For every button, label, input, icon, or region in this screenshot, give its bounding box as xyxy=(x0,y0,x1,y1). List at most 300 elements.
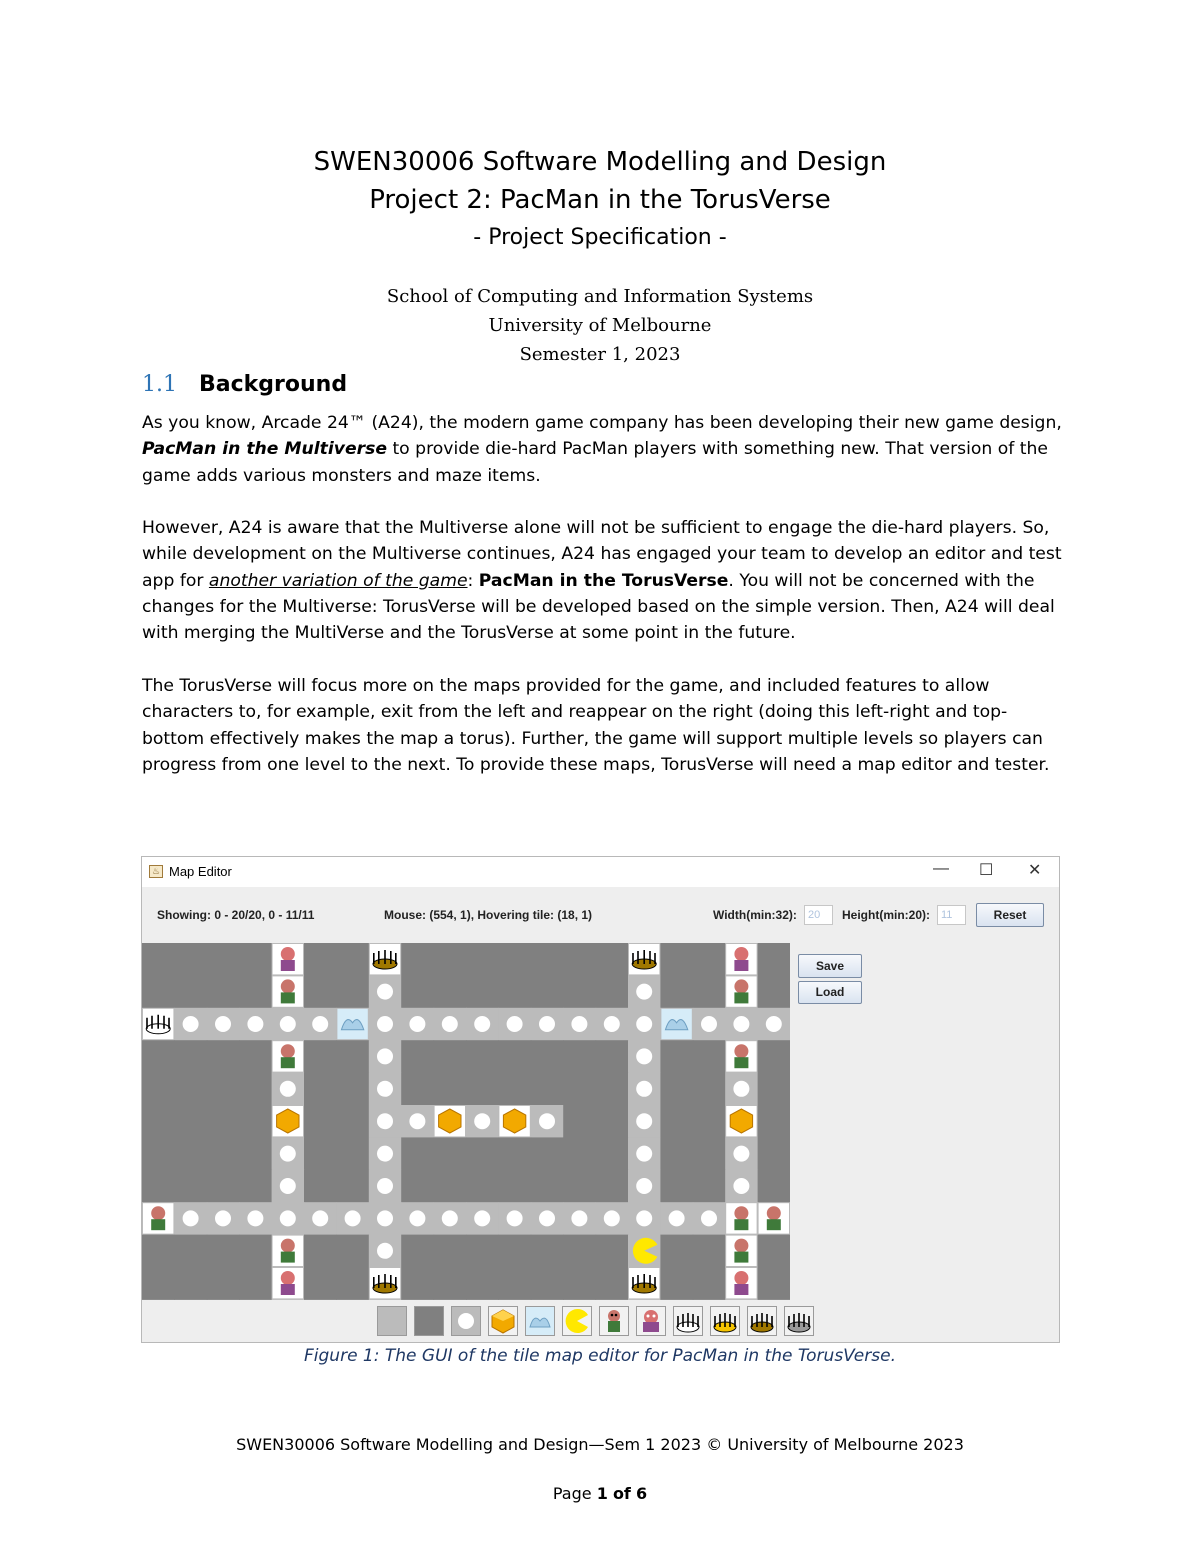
map-tile[interactable] xyxy=(725,1073,758,1106)
map-tile[interactable] xyxy=(272,1235,305,1268)
tile-bg xyxy=(336,1040,369,1073)
map-tile[interactable] xyxy=(531,1105,564,1138)
tile-bg xyxy=(531,943,564,976)
map-tile[interactable] xyxy=(336,943,369,976)
map-tile[interactable] xyxy=(434,1137,467,1170)
map-tile[interactable] xyxy=(693,1170,726,1203)
pill-icon xyxy=(539,1113,555,1129)
palette-wall[interactable] xyxy=(414,1306,444,1336)
tile-bg xyxy=(596,1267,629,1300)
map-tile[interactable] xyxy=(207,1202,240,1235)
map-tile[interactable] xyxy=(272,1267,305,1300)
tile-bg xyxy=(304,1267,337,1300)
map-tile[interactable] xyxy=(401,975,434,1008)
map-tile[interactable] xyxy=(758,1267,790,1300)
map-tile[interactable] xyxy=(466,1235,499,1268)
map-tile[interactable] xyxy=(693,1073,726,1106)
map-tile[interactable] xyxy=(207,1267,240,1300)
map-tile[interactable] xyxy=(660,1202,693,1235)
map-tile[interactable] xyxy=(272,1137,305,1170)
map-tile[interactable] xyxy=(174,1235,207,1268)
map-tile[interactable] xyxy=(563,1105,596,1138)
map-tile[interactable] xyxy=(369,1170,402,1203)
map-tile[interactable] xyxy=(596,1137,629,1170)
map-tile[interactable] xyxy=(758,1170,790,1203)
map-tile[interactable] xyxy=(596,1073,629,1106)
map-tile[interactable] xyxy=(466,1008,499,1041)
map-tile[interactable] xyxy=(628,1105,661,1138)
map-tile[interactable] xyxy=(239,1170,272,1203)
height-input[interactable]: 11 xyxy=(937,905,966,925)
map-tile[interactable] xyxy=(401,1235,434,1268)
tile-bg xyxy=(466,975,499,1008)
map-tile[interactable] xyxy=(174,1040,207,1073)
map-tile[interactable] xyxy=(336,1040,369,1073)
map-tile[interactable] xyxy=(369,1008,402,1041)
map-tile[interactable] xyxy=(401,1170,434,1203)
map-tile[interactable] xyxy=(304,1105,337,1138)
map-tile[interactable] xyxy=(531,975,564,1008)
map-tile[interactable] xyxy=(563,1040,596,1073)
map-tile[interactable] xyxy=(239,975,272,1008)
map-tile[interactable] xyxy=(531,1137,564,1170)
pill-icon xyxy=(604,1016,620,1032)
map-tile[interactable] xyxy=(207,1170,240,1203)
tx5-icon xyxy=(734,947,748,961)
map-tile[interactable] xyxy=(466,1105,499,1138)
map-tile[interactable] xyxy=(142,1170,175,1203)
map-tile[interactable] xyxy=(369,975,402,1008)
map-tile[interactable] xyxy=(693,1267,726,1300)
map-tile[interactable] xyxy=(239,1235,272,1268)
map-tile[interactable] xyxy=(174,1267,207,1300)
tile-bg xyxy=(693,1040,726,1073)
map-tile[interactable] xyxy=(272,943,305,976)
map-tile[interactable] xyxy=(142,975,175,1008)
map-tile[interactable] xyxy=(498,1040,531,1073)
map-tile[interactable] xyxy=(725,1137,758,1170)
map-tile[interactable] xyxy=(239,1267,272,1300)
pill-icon xyxy=(280,1210,296,1226)
tile-bg xyxy=(758,1105,790,1138)
load-button[interactable]: Load xyxy=(798,981,862,1004)
map-tile[interactable] xyxy=(693,1137,726,1170)
width-label: Width(min:32): xyxy=(713,908,797,922)
map-tile[interactable] xyxy=(207,1073,240,1106)
map-tile[interactable] xyxy=(596,1267,629,1300)
tile-bg xyxy=(207,1170,240,1203)
map-tile[interactable] xyxy=(466,1073,499,1106)
map-tile[interactable] xyxy=(369,1105,402,1138)
map-tile[interactable] xyxy=(369,1202,402,1235)
map-tile[interactable] xyxy=(434,1170,467,1203)
map-tile[interactable] xyxy=(596,1235,629,1268)
tile-bg xyxy=(466,943,499,976)
map-tile[interactable] xyxy=(660,1137,693,1170)
map-tile[interactable] xyxy=(174,1202,207,1235)
map-tile[interactable] xyxy=(498,1008,531,1041)
map-tile[interactable] xyxy=(498,943,531,976)
palette-portal-dark-gray-icon[interactable] xyxy=(784,1306,814,1336)
map-tile[interactable] xyxy=(498,1202,531,1235)
map-tile[interactable] xyxy=(693,1105,726,1138)
pill-icon xyxy=(571,1210,587,1226)
map-tile[interactable] xyxy=(596,1202,629,1235)
map-tile[interactable] xyxy=(725,975,758,1008)
map-tile[interactable] xyxy=(272,1040,305,1073)
map-tile[interactable] xyxy=(498,1235,531,1268)
map-tile[interactable] xyxy=(401,1267,434,1300)
map-tile[interactable] xyxy=(336,975,369,1008)
map-tile[interactable] xyxy=(466,1170,499,1203)
map-tile[interactable] xyxy=(142,1008,175,1041)
map-tile[interactable] xyxy=(563,975,596,1008)
map-tile[interactable] xyxy=(466,943,499,976)
map-tile[interactable] xyxy=(725,1105,758,1138)
map-tile[interactable] xyxy=(498,1267,531,1300)
map-tile[interactable] xyxy=(174,1008,207,1041)
palette-road[interactable] xyxy=(377,1306,407,1336)
map-tile[interactable] xyxy=(660,1073,693,1106)
pill-icon xyxy=(377,984,393,1000)
page-of: of xyxy=(612,1484,631,1503)
map-tile[interactable] xyxy=(596,1170,629,1203)
tile-bg xyxy=(596,1137,629,1170)
map-tile[interactable] xyxy=(174,975,207,1008)
map-tile[interactable] xyxy=(693,943,726,976)
paragraph-1-text-c: to provide die-hard PacMan players with something new. That version of the game adds various monsters and maze items. xyxy=(142,439,1048,486)
pill-icon xyxy=(701,1016,717,1032)
map-tile[interactable] xyxy=(725,1235,758,1268)
map-tile[interactable] xyxy=(304,943,337,976)
tile-bg xyxy=(498,975,531,1008)
tile-bg xyxy=(239,1267,272,1300)
palette-gold-icon[interactable] xyxy=(488,1306,518,1336)
tile-bg xyxy=(498,1073,531,1106)
palette-ice-icon[interactable] xyxy=(525,1306,555,1336)
map-tile[interactable] xyxy=(434,1202,467,1235)
map-tile[interactable] xyxy=(401,1202,434,1235)
map-tile[interactable] xyxy=(628,943,661,976)
map-tile[interactable] xyxy=(239,943,272,976)
map-tile[interactable] xyxy=(239,1008,272,1041)
map-tile[interactable] xyxy=(758,1040,790,1073)
map-tile[interactable] xyxy=(628,1235,661,1268)
tile-bg xyxy=(207,1235,240,1268)
pill-icon xyxy=(247,1016,263,1032)
map-tile[interactable] xyxy=(531,1202,564,1235)
map-tile[interactable] xyxy=(207,1040,240,1073)
map-tile[interactable] xyxy=(466,1267,499,1300)
map-tile[interactable] xyxy=(563,1235,596,1268)
map-tile[interactable] xyxy=(434,1073,467,1106)
map-tile[interactable] xyxy=(336,1202,369,1235)
pill-icon xyxy=(539,1016,555,1032)
map-tile[interactable] xyxy=(498,975,531,1008)
tile-bg xyxy=(498,1267,531,1300)
map-tile[interactable] xyxy=(207,1105,240,1138)
map-tile[interactable] xyxy=(563,1137,596,1170)
map-tile[interactable] xyxy=(336,1235,369,1268)
map-tile[interactable] xyxy=(725,1170,758,1203)
map-tile[interactable] xyxy=(660,1267,693,1300)
map-tile[interactable] xyxy=(174,943,207,976)
map-tile[interactable] xyxy=(434,1105,467,1138)
map-tile[interactable] xyxy=(531,1267,564,1300)
tile-bg xyxy=(466,1235,499,1268)
pill-icon xyxy=(409,1016,425,1032)
pill-icon xyxy=(345,1210,361,1226)
map-tile[interactable] xyxy=(758,1073,790,1106)
map-tile[interactable] xyxy=(434,1267,467,1300)
map-tile[interactable] xyxy=(174,1073,207,1106)
paragraph-3: The TorusVerse will focus more on the maps provided for the game, and included features to allow characters to, for example, exit from the left and reappear on the right (doing this left-right and top-bottom effectively makes the map a torus). Further, the game will support multiple levels so players can progress from one level to the next. To provide these maps, TorusVerse will need a map editor and tester. xyxy=(142,676,1050,775)
map-tile[interactable] xyxy=(758,1105,790,1138)
map-tile[interactable] xyxy=(336,1105,369,1138)
map-tile[interactable] xyxy=(207,1008,240,1041)
map-tile[interactable] xyxy=(142,1137,175,1170)
map-tile[interactable] xyxy=(207,943,240,976)
close-icon[interactable]: ✕ xyxy=(1028,862,1042,879)
palette-pacman-icon[interactable] xyxy=(562,1306,592,1336)
map-tile[interactable] xyxy=(434,975,467,1008)
map-tile[interactable] xyxy=(434,1008,467,1041)
map-tile[interactable] xyxy=(628,1202,661,1235)
map-tile[interactable] xyxy=(725,943,758,976)
map-tile[interactable] xyxy=(142,1040,175,1073)
map-tile[interactable] xyxy=(758,1137,790,1170)
map-tile[interactable] xyxy=(725,1040,758,1073)
map-tile[interactable] xyxy=(239,1040,272,1073)
map-tile[interactable] xyxy=(142,1235,175,1268)
palette-troll-icon[interactable] xyxy=(599,1306,629,1336)
pill-icon xyxy=(377,1016,393,1032)
map-tile[interactable] xyxy=(401,1073,434,1106)
map-tile[interactable] xyxy=(725,1202,758,1235)
map-tile[interactable] xyxy=(660,975,693,1008)
map-tile[interactable] xyxy=(272,1105,305,1138)
map-tile[interactable] xyxy=(596,1040,629,1073)
map-tile[interactable] xyxy=(466,1202,499,1235)
palette-tx5-icon[interactable] xyxy=(636,1306,666,1336)
map-tile[interactable] xyxy=(693,1040,726,1073)
map-tile[interactable] xyxy=(498,1170,531,1203)
map-tile[interactable] xyxy=(466,1137,499,1170)
window-title: Map Editor xyxy=(169,864,232,879)
map-tile[interactable] xyxy=(660,943,693,976)
map-tile[interactable] xyxy=(563,1202,596,1235)
map-tile[interactable] xyxy=(466,975,499,1008)
map-tile[interactable] xyxy=(758,975,790,1008)
map-tile[interactable] xyxy=(563,943,596,976)
map-tile[interactable] xyxy=(239,1105,272,1138)
pill-icon xyxy=(636,1048,652,1064)
map-tile[interactable] xyxy=(628,1170,661,1203)
map-tile[interactable] xyxy=(531,1073,564,1106)
palette-portal-yellow-icon[interactable] xyxy=(710,1306,740,1336)
java-app-icon: ♨ xyxy=(149,865,163,878)
map-tile[interactable] xyxy=(563,1170,596,1203)
map-tile[interactable] xyxy=(304,1137,337,1170)
map-tile[interactable] xyxy=(434,943,467,976)
monster-body xyxy=(151,1219,165,1230)
map-tile[interactable] xyxy=(531,1008,564,1041)
map-tile[interactable] xyxy=(142,1073,175,1106)
tile-bg xyxy=(531,1137,564,1170)
palette-portal-dark-gold-icon[interactable] xyxy=(747,1306,777,1336)
tile-bg xyxy=(174,1235,207,1268)
map-tile[interactable] xyxy=(304,1267,337,1300)
tile-bg xyxy=(498,1137,531,1170)
map-tile[interactable] xyxy=(531,1040,564,1073)
tile-bg xyxy=(401,1040,434,1073)
map-tile[interactable] xyxy=(725,1008,758,1041)
map-tile[interactable] xyxy=(693,1008,726,1041)
map-tile[interactable] xyxy=(660,1235,693,1268)
map-tile[interactable] xyxy=(369,1267,402,1300)
map-tile[interactable] xyxy=(693,1202,726,1235)
map-tile[interactable] xyxy=(628,1040,661,1073)
map-tile[interactable] xyxy=(693,1235,726,1268)
map-tile[interactable] xyxy=(336,1267,369,1300)
map-tile[interactable] xyxy=(401,1105,434,1138)
map-tile[interactable] xyxy=(628,975,661,1008)
tile-bg xyxy=(758,943,790,976)
map-tile[interactable] xyxy=(628,1073,661,1106)
width-input[interactable]: 20 xyxy=(804,905,833,925)
map-tile[interactable] xyxy=(596,943,629,976)
pill-icon xyxy=(701,1210,717,1226)
map-tile[interactable] xyxy=(596,1008,629,1041)
monster-body xyxy=(734,1057,748,1068)
map-tile[interactable] xyxy=(401,1137,434,1170)
map-tile[interactable] xyxy=(142,1202,175,1235)
tile-bg xyxy=(401,975,434,1008)
troll-icon xyxy=(734,1239,748,1253)
section-number: 1.1 xyxy=(142,372,177,397)
map-tile[interactable] xyxy=(272,975,305,1008)
tile-map[interactable] xyxy=(142,943,790,1301)
map-tile[interactable] xyxy=(628,1267,661,1300)
map-tile[interactable] xyxy=(336,1170,369,1203)
pill-icon xyxy=(507,1210,523,1226)
map-tile[interactable] xyxy=(758,1008,790,1041)
map-tile[interactable] xyxy=(304,1202,337,1235)
map-tile[interactable] xyxy=(693,975,726,1008)
map-tile[interactable] xyxy=(369,943,402,976)
map-tile[interactable] xyxy=(207,1137,240,1170)
map-tile[interactable] xyxy=(369,1137,402,1170)
map-tile[interactable] xyxy=(758,1202,790,1235)
map-tile[interactable] xyxy=(434,1235,467,1268)
map-tile[interactable] xyxy=(142,943,175,976)
map-tile[interactable] xyxy=(531,1170,564,1203)
map-tile[interactable] xyxy=(304,1040,337,1073)
monster-body xyxy=(281,1057,295,1068)
map-tile[interactable] xyxy=(336,1073,369,1106)
map-tile[interactable] xyxy=(304,1073,337,1106)
map-tile[interactable] xyxy=(239,1137,272,1170)
map-tile[interactable] xyxy=(174,1170,207,1203)
map-tile[interactable] xyxy=(239,1073,272,1106)
map-tile[interactable] xyxy=(660,1040,693,1073)
pill-icon xyxy=(409,1113,425,1129)
map-tile[interactable] xyxy=(401,1008,434,1041)
minimize-icon[interactable]: — xyxy=(933,860,949,877)
tile-bg xyxy=(207,1073,240,1106)
map-tile[interactable] xyxy=(272,1170,305,1203)
map-tile[interactable] xyxy=(207,975,240,1008)
map-tile[interactable] xyxy=(596,975,629,1008)
map-tile[interactable] xyxy=(272,1008,305,1041)
map-tile[interactable] xyxy=(660,1008,693,1041)
map-tile[interactable] xyxy=(466,1040,499,1073)
map-tile[interactable] xyxy=(304,1170,337,1203)
map-tile[interactable] xyxy=(563,1008,596,1041)
tile-bg xyxy=(401,1170,434,1203)
tile-bg xyxy=(304,1235,337,1268)
map-tile[interactable] xyxy=(563,1267,596,1300)
map-tile[interactable] xyxy=(758,943,790,976)
map-tile[interactable] xyxy=(174,1105,207,1138)
map-tile[interactable] xyxy=(142,1267,175,1300)
map-tile[interactable] xyxy=(369,1040,402,1073)
map-tile[interactable] xyxy=(369,1073,402,1106)
save-button[interactable]: Save xyxy=(798,954,862,978)
map-tile[interactable] xyxy=(498,1073,531,1106)
map-tile[interactable] xyxy=(142,1105,175,1138)
map-tile[interactable] xyxy=(304,1235,337,1268)
map-tile[interactable] xyxy=(272,1073,305,1106)
map-tile[interactable] xyxy=(369,1235,402,1268)
map-tile[interactable] xyxy=(660,1170,693,1203)
palette-pill[interactable] xyxy=(451,1306,481,1336)
tile-bg xyxy=(758,1137,790,1170)
map-tile[interactable] xyxy=(725,1267,758,1300)
tile-bg xyxy=(336,1235,369,1268)
map-tile[interactable] xyxy=(304,975,337,1008)
map-tile[interactable] xyxy=(531,1235,564,1268)
map-tile[interactable] xyxy=(401,943,434,976)
reset-button[interactable]: Reset xyxy=(976,903,1044,927)
map-tile[interactable] xyxy=(628,1137,661,1170)
maximize-icon[interactable]: ☐ xyxy=(979,862,994,879)
map-tile[interactable] xyxy=(563,1073,596,1106)
map-tile[interactable] xyxy=(304,1008,337,1041)
map-tile[interactable] xyxy=(531,943,564,976)
map-tile[interactable] xyxy=(401,1040,434,1073)
map-tile[interactable] xyxy=(239,1202,272,1235)
map-tile[interactable] xyxy=(498,1105,531,1138)
map-tile[interactable] xyxy=(628,1008,661,1041)
map-tile[interactable] xyxy=(272,1202,305,1235)
map-tile[interactable] xyxy=(336,1008,369,1041)
troll-icon xyxy=(151,1206,165,1220)
map-tile[interactable] xyxy=(207,1235,240,1268)
palette-portal-white-icon[interactable] xyxy=(673,1306,703,1336)
map-tile[interactable] xyxy=(596,1105,629,1138)
tile-bg xyxy=(660,1073,693,1106)
map-tile[interactable] xyxy=(336,1137,369,1170)
document-subtitle: - Project Specification - xyxy=(473,225,727,250)
map-tile[interactable] xyxy=(660,1105,693,1138)
map-tile[interactable] xyxy=(174,1137,207,1170)
map-tile[interactable] xyxy=(498,1137,531,1170)
tile-bg xyxy=(239,1170,272,1203)
map-tile[interactable] xyxy=(758,1235,790,1268)
tile-bg xyxy=(239,1137,272,1170)
map-tile[interactable] xyxy=(434,1040,467,1073)
